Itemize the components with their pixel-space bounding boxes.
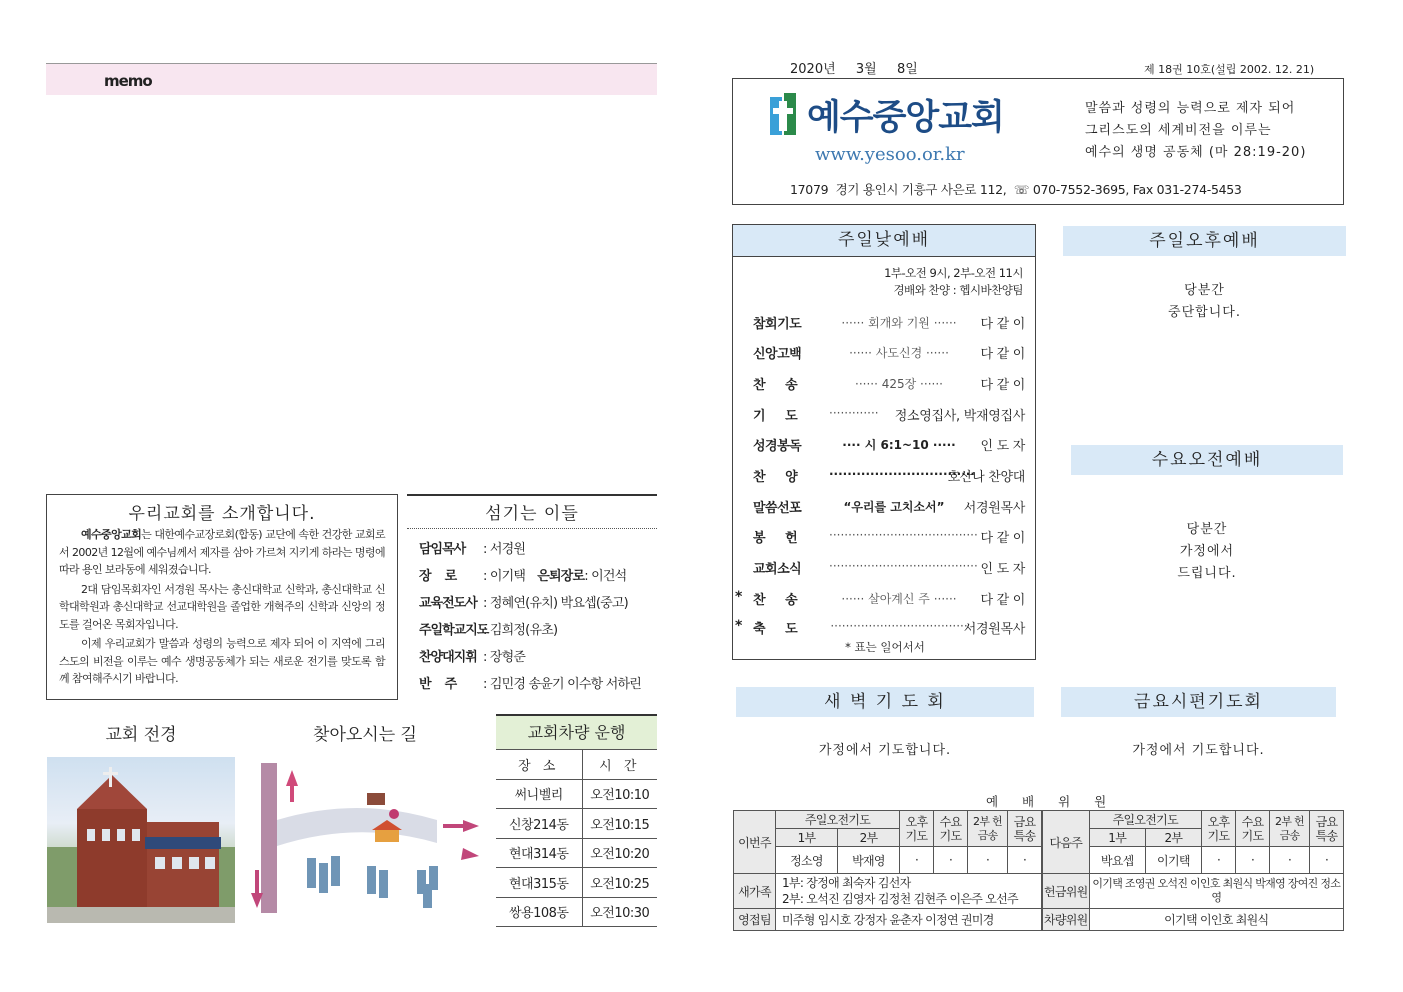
stop-cell: 현대314동 [496, 838, 582, 868]
committee-next-week [1042, 810, 1344, 931]
stop-cell: 신창214동 [496, 809, 582, 839]
column-header: 1부 [776, 829, 838, 847]
stop-cell: 쌍용108동 [496, 897, 582, 927]
duty-cell: 박요셉 [1089, 847, 1145, 874]
intro-paragraph-1 [47, 524, 397, 579]
intro-paragraph-2: 2대 담임목회자인 서경원 목사는 총신대학교 신학과, 총신대학교 신학대학원과 총신대학교 선교대학원을 졸업한 개혁주의 신학과 신앙의 정도를 걸어온 목회자입니다. [59, 582, 385, 631]
vehicle-names: 이기택 이인호 최원식 [1089, 909, 1343, 931]
order-row [733, 432, 1037, 456]
duty-cell: · [1236, 847, 1270, 874]
column-header: 1부 [1089, 829, 1145, 847]
order-item: 찬 양 [753, 470, 798, 485]
order-item: 봉 헌 [753, 531, 798, 546]
order-row [733, 402, 1037, 426]
order-person: 다 같 이 [980, 317, 1025, 332]
order-item: 교회소식 [753, 562, 802, 577]
header-cell: 장 소 [496, 750, 582, 780]
server-name: : 이건석 [584, 569, 627, 584]
week-label: 이번주 [734, 811, 776, 874]
column-header: 2부 헌금송 [968, 811, 1008, 847]
order-item: 신앙고백 [753, 347, 802, 362]
order-item: 성경봉독 [753, 439, 802, 454]
server-row [407, 615, 657, 642]
order-detail: ······································· [829, 528, 978, 542]
committee-this-week [733, 810, 1042, 931]
order-row [733, 555, 1037, 579]
friday-prayer-title: 금요시편기도회 [1061, 687, 1336, 717]
order-item: 참회기도 [753, 317, 802, 332]
order-person: 서경원목사 [963, 622, 1025, 637]
order-person: 다 같 이 [980, 531, 1025, 546]
stand-note: * 표는 일어서서 [845, 640, 925, 654]
column-header: 금요 특송 [1008, 811, 1042, 847]
church-motto [1085, 98, 1306, 164]
server-name: : 김민경 송윤기 이수항 서하린 [483, 677, 642, 692]
volume-number: 제 18권 10호(설립 2002. 12. 21) [1144, 63, 1315, 76]
server-row [407, 642, 657, 669]
time-cell: 오전10:15 [582, 809, 657, 839]
order-detail: ······································· [829, 559, 978, 573]
column-header: 오후기도 [900, 811, 934, 847]
order-person: 호산나 찬양대 [947, 470, 1025, 485]
stop-cell: 써니벨리 [496, 779, 582, 809]
afternoon-service-note [1063, 280, 1346, 324]
server-role: 담임목사 [419, 542, 466, 557]
table-row [496, 897, 657, 927]
duty-cell: · [1270, 847, 1310, 874]
order-row [733, 615, 1037, 639]
server-name: : 장형준 [483, 650, 526, 665]
server-row [407, 561, 657, 588]
time-cell: 오전10:25 [582, 868, 657, 898]
committee-title: 예 배 위 원 [986, 794, 1107, 809]
location-map [247, 748, 490, 923]
order-row [733, 371, 1037, 395]
church-address: 17079 경기 용인시 기흥구 사은로 112, ☏ 070-7552-3695, Fax 031-274-5453 [790, 182, 1242, 197]
memo-label: memo [104, 72, 152, 90]
server-name: : 이기택 [483, 569, 526, 584]
server-row [407, 669, 657, 696]
table-row [496, 868, 657, 898]
memo-bar [46, 63, 657, 95]
column-header: 2부 헌금송 [1270, 811, 1310, 847]
intro-church-name: 예수중앙교회 [81, 528, 142, 541]
order-person: 인 도 자 [980, 562, 1025, 577]
column-header: 주일오전기도 [776, 811, 900, 829]
friday-prayer-note: 가정에서 기도합니다. [1132, 743, 1265, 758]
duty-cell: · [968, 847, 1008, 874]
order-person: 다 같 이 [980, 378, 1025, 393]
order-person: 서경원목사 [963, 501, 1025, 516]
church-url: www.yesoo.or.kr [815, 144, 965, 165]
motto-line: 그리스도의 세계비전을 이루는 [1085, 123, 1272, 138]
stand-mark: * [735, 589, 743, 605]
church-logo-icon [770, 93, 796, 135]
server-name: : 정혜연(유치) 박요셉(중고) [483, 596, 628, 611]
vehicle-table [496, 749, 657, 927]
time-cell: 오전10:20 [582, 838, 657, 868]
order-detail: ···· 시 6:1~10 ····· [842, 438, 956, 452]
service-time-line: 1부-오전 9시, 2부-오전 11시 [884, 266, 1023, 280]
vehicle-title: 교회차량 운행 [496, 714, 657, 749]
column-header: 2부 [1145, 829, 1201, 847]
week-label: 다음주 [1043, 811, 1090, 874]
order-detail: ············· [829, 406, 879, 420]
greeter-names: 미주형 임시호 강정자 윤춘자 이정연 권미경 [776, 909, 1042, 931]
dawn-prayer-note: 가정에서 기도합니다. [818, 743, 952, 758]
server-role: 은퇴장로 [537, 569, 585, 584]
order-detail: ······ 살아계신 주 ······ [841, 592, 957, 606]
header-cell: 시 간 [582, 750, 657, 780]
newcomer-line: 1부: 장정애 최숙자 김선자 [782, 876, 911, 890]
order-detail: ···································· [830, 619, 968, 633]
table-row [496, 779, 657, 809]
motto-line: 예수의 생명 공동체 (마 28:19-20) [1085, 145, 1307, 160]
service-time-line: 경배와 찬양 : 헵시바찬양팀 [893, 283, 1023, 297]
servers-box [407, 494, 657, 694]
server-name: : 김희정(유초) [483, 623, 558, 638]
intro-paragraph-3: 이제 우리교회가 말씀과 성령의 능력으로 제자 되어 이 지역에 그리스도의 비전을 이루는 예수 생명공동체가 되는 새로운 전기를 맞도록 함께 참여해주시기 바랍니다. [59, 637, 385, 685]
order-row [733, 310, 1037, 334]
row-label: 차량위원 [1043, 909, 1090, 931]
column-header: 수요기도 [1236, 811, 1270, 847]
note-line: 드립니다. [1177, 566, 1237, 581]
table-header [496, 750, 657, 780]
newcomer-line: 2부: 오석진 김영자 김정천 김현주 이은주 오선주 [782, 892, 1018, 906]
order-person: 다 같 이 [980, 593, 1025, 608]
order-detail: ······ 회개와 기원 ······ [841, 316, 957, 330]
offering-names: 이기택 조영권 오석진 이인호 최원식 박재영 장여진 정소영 [1089, 874, 1343, 909]
server-role: 찬양대지휘 [419, 650, 477, 665]
order-item: 말씀선포 [753, 501, 802, 516]
intro-p1-text: 는 대한예수교장로회(합동) 교단에 속한 건강한 교회로서 2002년 12월에 예수님께서 제자를 삼아 가르쳐 지키게 하라는 명령에 따라 용인 보라동에 세워졌습니다. [59, 528, 385, 576]
sermon-title: “우리를 고치소서” [843, 500, 945, 514]
table-row [496, 838, 657, 868]
servers-title: 섬기는 이들 [407, 496, 657, 529]
order-person: 정소영집사, 박재영집사 [894, 409, 1025, 424]
order-item: 찬 송 [753, 593, 798, 608]
column-header: 오후기도 [1202, 811, 1236, 847]
sunday-service-title: 주일낮예배 [733, 225, 1035, 257]
order-person: 다 같 이 [980, 347, 1025, 362]
order-detail: ······ 425장 ······ [855, 377, 943, 391]
stop-cell: 현대315동 [496, 868, 582, 898]
order-row [733, 586, 1037, 610]
church-intro-box [46, 494, 398, 700]
order-row [733, 524, 1037, 548]
order-item: 기 도 [753, 409, 798, 424]
duty-cell: · [1008, 847, 1042, 874]
table-row [496, 809, 657, 839]
server-role: 교육전도사 [419, 596, 477, 611]
note-line: 당분간 [1184, 283, 1225, 298]
duty-cell: · [934, 847, 968, 874]
server-role: 장 로 [419, 569, 457, 584]
server-role: 반 주 [419, 677, 457, 692]
order-row [733, 463, 1037, 487]
note-line: 당분간 [1186, 522, 1228, 537]
service-times [733, 257, 1035, 299]
server-role: 주일학교지도 [419, 623, 489, 638]
duty-cell: · [1202, 847, 1236, 874]
order-detail: ······ 사도신경 ······ [849, 346, 949, 360]
order-row [733, 494, 1037, 518]
sunday-service-box [732, 224, 1036, 660]
dawn-prayer-title: 새 벽 기 도 회 [736, 687, 1034, 717]
time-cell: 오전10:30 [582, 897, 657, 927]
note-line: 가정에서 [1179, 544, 1235, 559]
order-detail: ································ [829, 467, 975, 481]
order-item: 축 도 [753, 622, 798, 637]
duty-cell: · [1310, 847, 1344, 874]
duty-cell: 박재영 [837, 847, 899, 874]
column-header: 수요기도 [934, 811, 968, 847]
duty-cell: 이기택 [1145, 847, 1201, 874]
server-row [407, 588, 657, 615]
intro-title: 우리교회를 소개합니다. [128, 504, 316, 524]
duty-cell: 정소영 [776, 847, 838, 874]
afternoon-service-title: 주일오후예배 [1063, 226, 1346, 256]
time-cell: 오전10:10 [582, 779, 657, 809]
row-label: 헌금위원 [1043, 874, 1090, 909]
wednesday-service-note [1071, 519, 1343, 585]
map-title: 찾아오시는 길 [313, 725, 417, 745]
note-line: 중단합니다. [1168, 305, 1241, 320]
duty-cell: · [900, 847, 934, 874]
church-name: 예수중앙교회 [807, 98, 1004, 138]
stand-mark: * [735, 618, 743, 634]
order-row [733, 340, 1037, 364]
wednesday-service-title: 수요오전예배 [1071, 445, 1343, 475]
order-person: 인 도 자 [980, 439, 1025, 454]
photo-title: 교회 전경 [105, 725, 177, 745]
server-row [407, 534, 657, 561]
column-header: 금요 특송 [1310, 811, 1344, 847]
column-header: 2부 [837, 829, 899, 847]
column-header: 주일오전기도 [1089, 811, 1201, 829]
issue-date: 2020년 3월 8일 [790, 62, 918, 77]
vehicle-schedule [496, 714, 657, 927]
row-label: 영접팀 [734, 909, 776, 931]
server-name: : 서경원 [483, 542, 526, 557]
row-label: 새가족 [734, 874, 776, 909]
order-item: 찬 송 [753, 378, 798, 393]
motto-line: 말씀과 성령의 능력으로 제자 되어 [1085, 101, 1296, 116]
church-photo [47, 757, 235, 923]
